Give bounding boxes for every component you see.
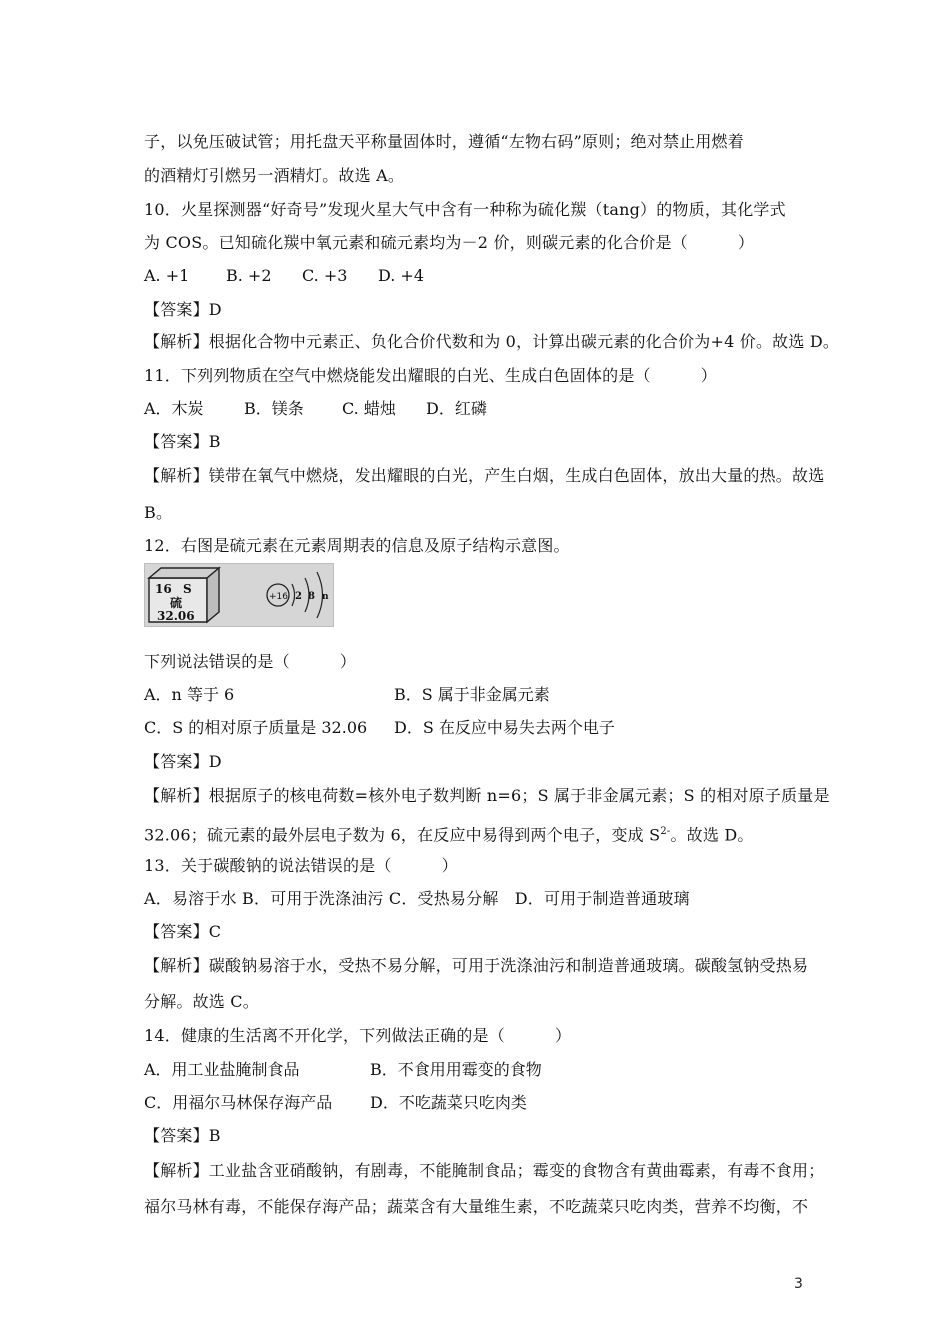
q14-analysis: 【解析】工业盐含亚硝酸钠，有剧毒，不能腌制食品；霉变的食物含有黄曲霉素，有毒不食用； bbox=[144, 1161, 825, 1180]
q14-option-d: D．不吃蔬菜只吃肉类 bbox=[370, 1093, 527, 1112]
q13-analysis-cont: 分解。故选 C。 bbox=[144, 992, 259, 1011]
atomic-mass: 32.06 bbox=[157, 609, 195, 623]
page-number: 3 bbox=[794, 1276, 803, 1292]
nucleus-charge: +16 bbox=[269, 592, 288, 602]
q12-sub-stem: 下列说法错误的是（ ） bbox=[144, 652, 357, 671]
q10-option-d: D. +4 bbox=[378, 266, 425, 285]
text-line: 的酒精灯引燃另一酒精灯。故选 A。 bbox=[144, 166, 405, 185]
q13-answer: 【答案】C bbox=[144, 922, 222, 941]
atomic-number: 16 bbox=[155, 582, 172, 596]
q11-option-d: D．红磷 bbox=[426, 399, 487, 418]
q13-analysis: 【解析】碳酸钠易溶于水，受热不易分解，可用于洗涤油污和制造普通玻璃。碳酸氢钠受热易 bbox=[144, 956, 809, 975]
q11-option-a: A．木炭 bbox=[144, 399, 204, 418]
q14-option-b: B．不食用用霉变的食物 bbox=[370, 1060, 542, 1079]
shell-3-count: n bbox=[322, 592, 329, 602]
element-name: 硫 bbox=[170, 596, 183, 610]
q10-option-b: B. +2 bbox=[226, 266, 272, 285]
shell-1-count: 2 bbox=[295, 591, 302, 602]
question-10-stem-cont: 为 COS。已知硫化羰中氧元素和硫元素均为－2 价，则碳元素的化合价是（ ） bbox=[144, 233, 755, 252]
q11-answer: 【答案】B bbox=[144, 432, 221, 451]
q11-option-b: B．镁条 bbox=[244, 399, 304, 418]
element-cell-side bbox=[207, 568, 219, 622]
q10-option-c: C. +3 bbox=[302, 266, 348, 285]
q14-answer: 【答案】B bbox=[144, 1126, 221, 1145]
question-13-stem: 13．关于碳酸钠的说法错误的是（ ） bbox=[144, 856, 458, 875]
text-line: 子，以免压破试管；用托盘天平称量固体时，遵循“左物右码”原则；绝对禁止用燃着 bbox=[144, 132, 744, 151]
q12-option-b: B．S 属于非金属元素 bbox=[394, 685, 550, 704]
element-symbol: S bbox=[183, 582, 192, 596]
question-14-stem: 14．健康的生活离不开化学，下列做法正确的是（ ） bbox=[144, 1026, 572, 1045]
question-10-stem: 10．火星探测器“好奇号”发现火星大气中含有一种称为硫化羰（tang）的物质，其化学式 bbox=[144, 200, 786, 219]
sulfur-element-figure bbox=[144, 563, 334, 627]
question-11-stem: 11．下列列物质在空气中燃烧能发出耀眼的白光、生成白色固体的是（ ） bbox=[144, 366, 717, 385]
q12-option-c: C．S 的相对原子质量是 32.06 bbox=[144, 718, 368, 737]
sulfur-figure-svg bbox=[145, 564, 333, 626]
q14-option-c: C．用福尔马林保存海产品 bbox=[144, 1093, 333, 1112]
q12-answer: 【答案】D bbox=[144, 752, 222, 771]
q12-option-a: A．n 等于 6 bbox=[144, 685, 235, 704]
q14-analysis-cont: 福尔马林有毒，不能保存海产品；蔬菜含有大量维生素，不吃蔬菜只吃肉类，营养不均衡，不 bbox=[144, 1197, 809, 1216]
shell-2-count: 8 bbox=[308, 591, 315, 602]
question-12-stem: 12．右图是硫元素在元素周期表的信息及原子结构示意图。 bbox=[144, 536, 570, 555]
q10-option-a: A. +1 bbox=[144, 266, 190, 285]
q11-option-c: C. 蜡烛 bbox=[342, 399, 396, 418]
q11-analysis-cont: B。 bbox=[144, 503, 173, 522]
q13-options: A．易溶于水 B．可用于洗涤油污 C．受热易分解 D．可用于制造普通玻璃 bbox=[144, 889, 690, 908]
q14-option-a: A．用工业盐腌制食品 bbox=[144, 1060, 300, 1079]
q12-option-d: D．S 在反应中易失去两个电子 bbox=[394, 718, 615, 737]
q12-analysis-cont: 32.06；硫元素的最外层电子数为 6，在反应中易得到两个电子，变成 $S^{2-}$。故选 D。 bbox=[144, 825, 754, 845]
q10-analysis: 【解析】根据化合物中元素正、负化合价代数和为 0，计算出碳元素的化合价为+4 价。故选 D。 bbox=[144, 332, 840, 351]
q12-analysis: 【解析】根据原子的核电荷数=核外电子数判断 n=6；S 属于非金属元素；S 的相对原子质量是 bbox=[144, 786, 830, 805]
q11-analysis: 【解析】镁带在氧气中燃烧，发出耀眼的白光，产生白烟，生成白色固体，放出大量的热。故选 bbox=[144, 466, 825, 485]
q10-answer: 【答案】D bbox=[144, 300, 222, 319]
